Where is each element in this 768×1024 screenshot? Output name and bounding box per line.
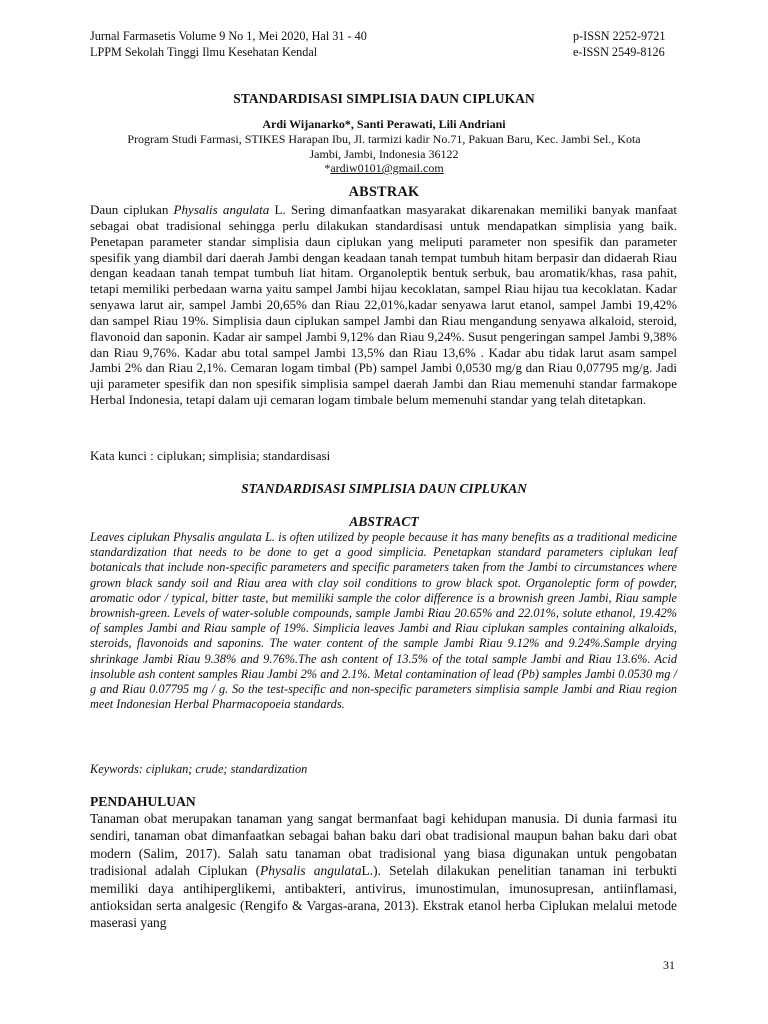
publisher-name: LPPM Sekolah Tinggi Ilmu Kesehatan Kendal (90, 45, 318, 59)
affiliation-text: Program Studi Farmasi, STIKES Harapan Ibu, Jl. tarmizi kadir No.71, Pakuan Baru, Kec. Jambi Sel., Kota Jambi, Jambi, Indonesia 36122 (127, 132, 641, 161)
author-list: Ardi Wijanarko*, Santi Perawati, Lili Andriani (262, 117, 506, 131)
pendahuluan-paragraph (90, 810, 677, 932)
corresponding-marker: * (324, 161, 331, 176)
abstrak-text-start: Daun ciplukan (90, 202, 174, 217)
pendahuluan-heading: PENDAHULUAN (90, 794, 196, 809)
pendahuluan-text-rest: L.). Setelah dilakukan penelitian tanaman ini terbukti memiliki daya antihiperglikemi, antibakteri, antivirus, imunostimulan, imunosupresan, antiinflamasi, antioksidan serta analgesic (Rengifo & Vargas-arana, 2013). Ekstrak etanol herba Ciplukan melalui metode maserasi yang (90, 863, 677, 931)
electronic-issn: e-ISSN 2549-8126 (573, 45, 665, 59)
paper-title: STANDARDISASI SIMPLISIA DAUN CIPLUKAN (233, 91, 535, 106)
contact-email-line (120, 161, 648, 176)
abstrak-text-rest: L. Sering dimanfaatkan masyarakat dikarenakan memiliki banyak manfaat sebagai obat tradisional sehingga perlu dilakukan standardisasi untuk mendapatkan simplisia yang baik. Penetapan parameter standar simplisia daun ciplukan yang meliputi parameter non spesifik dan parameter spesifik yang diambil dari daerah Jambi dengan keadaan tanah tempat tumbuh hitam berpasir dan didaerah Riau dengan keadaan tanah tempat tumbuh liat hitam. Organoleptik bentuk serbuk, bau aromatik/khas, rasa pahit, tetapi memiliki perbedaan warna yaitu sampel Jambi hijau kecoklatan, sampel Riau hijau tua kecoklatan. Kadar senyawa larut air, sampel Jambi 20,65% dan Riau 22,01%,kadar senyawa larut etanol, sampel Jambi 19,42% dan sampel Riau 19%. Simplisia daun ciplukan sampel Jambi dan Riau mengandung senyawa alkaloid, steroid, flavonoid dan saponin. Kadar air sampel Jambi 9,12% dan Riau 9,24%. Susut pengeringan sampel Jambi 9,38% dan Riau 9,76%. Kadar abu total sampel Jambi 13,5% dan Riau 13,6% . Kadar abu tidak larut asam sampel Jambi 2% dan Riau 2,1%. Cemaran logam timbal (Pb) sampel Jambi 0,0530 mg/g dan Riau 0,07795 mg/g. Jadi uji parameter spesifik dan non spesifik simplisia sampel daerah Jambi dan Riau memenuhi standar farmakope Herbal Indonesia, tetapi dalam uji cemaran logam timbale belum memenuhi standar yang telah ditetapkan. (90, 202, 677, 408)
english-title: STANDARDISASI SIMPLISIA DAUN CIPLUKAN (241, 481, 527, 496)
journal-citation: Jurnal Farmasetis Volume 9 No 1, Mei 2020, Hal 31 - 40 (90, 29, 367, 43)
contact-email-link[interactable]: ardiw0101@gmail.com (330, 161, 444, 176)
abstrak-heading: ABSTRAK (348, 184, 420, 200)
keywords: Keywords: ciplukan; crude; standardization (90, 762, 308, 776)
affiliation-block (120, 132, 648, 176)
pendahuluan-text-start: Tanaman obat merupakan tanaman yang sangat bermanfaat bagi kehidupan manusia. Di dunia farmasi itu sendiri, tanaman obat dimanfaatkan sebagai bahan baku dari obat tradisional maupun bahan baku dari obat modern (Salim, 2017). Salah satu tanaman obat tradisional yang biasa digunakan untuk pengobatan tradisional adalah Ciplukan ( (90, 811, 677, 879)
print-issn: p-ISSN 2252-9721 (573, 29, 666, 43)
running-header-right (573, 28, 665, 60)
abstrak-paragraph (90, 202, 677, 408)
species-name: Physalis angulata (173, 202, 270, 217)
running-header-left (90, 28, 367, 60)
abstract-paragraph: Leaves ciplukan Physalis angulata L. is often utilized by people because it has many benefits as a traditional medicine standardization that needs to be done to get a good simplicia. Penetapkan standard parameters ciplukan leaf botanicals that include non-specific parameters and specific parameters taken from the Jambi to circumstances where grown black sandy soil and Riau area with clay soil conditions to grow black spot. Organoleptic form of powder, aromatic odor / typical, bitter taste, but memiliki sample the color difference is a brownish green Jambi, Riau sample brownish-green. Levels of water-soluble compounds, sample Jambi Riau 20.65% and 22.01%, solute ethanol, 19.42% of samples Jambi and Riau sample of 19%. Simplicia leaves Jambi and Riau ciplukan samples containing alkaloids, steroids, flavonoids and saponins. The water content of the sample Jambi Riau 9.12% and 9.24%.Sample drying shrinkage Jambi Riau 9.38% and 9.76%.The ash content of 13.5% of the total sample Jambi and Riau 13.6%. Acid insoluble ash content samples Riau Jambi 2% and 2.1%. Metal contamination of lead (Pb) samples Jambi 0.0530 mg / g and Riau 0.07795 mg / g. So the test-specific and non-specific parameters simplisia sample Jambi and Riau region meet Indonesian Herbal Pharmacopoeia standards. (90, 530, 677, 712)
species-name: Physalis angulata (260, 863, 362, 879)
abstract-heading: ABSTRACT (349, 514, 419, 529)
page-number: 31 (663, 958, 675, 972)
kata-kunci: Kata kunci : ciplukan; simplisia; standardisasi (90, 448, 331, 463)
